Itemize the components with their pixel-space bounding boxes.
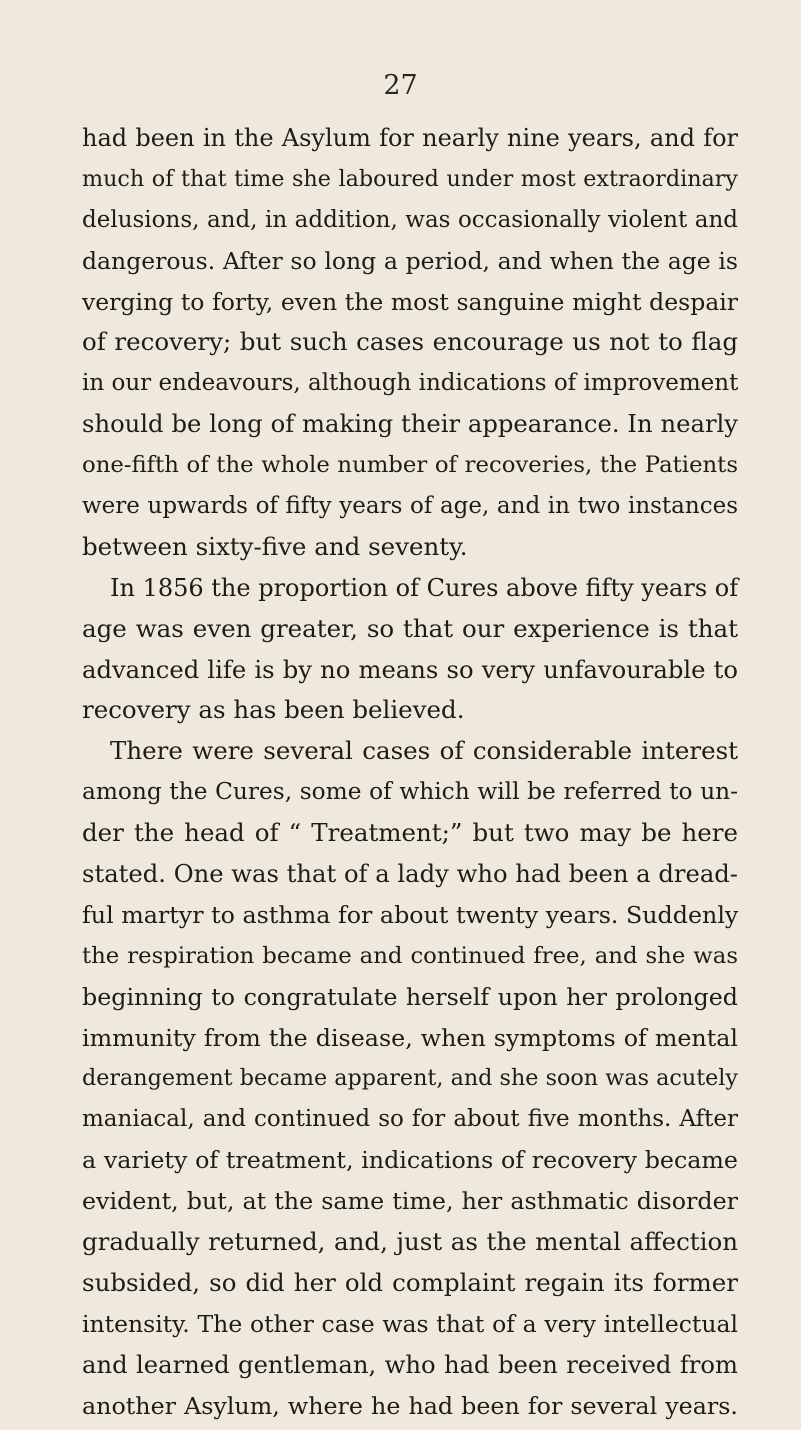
text-line: among the Cures, some of which will be referred to un- [82,778,738,806]
text-line: immunity from the disease, when symptoms of mental [82,1023,738,1052]
text-line: intensity. The other case was that of a very intellectual [82,1309,738,1338]
text-line: delusions, and, in addition, was occasionally violent and [82,206,738,233]
text-line: should be long of making their appearance. In nearly [82,409,738,439]
text-line: In 1856 the proportion of Cures above fifty years of [110,573,739,602]
text-line: of recovery; but such cases encourage us not to flag [82,327,738,357]
text-line: were upwards of fifty years of age, and in two instances [82,493,738,520]
text-line: a variety of treatment, indications of recovery became [82,1146,738,1175]
text-line: evident, but, at the same time, her asthmatic disorder [82,1187,738,1216]
text-line: age was even greater, so that our experience is that [82,613,738,643]
text-line: subsided, so did her old complaint regain its former [82,1267,738,1297]
text-line: ful martyr to asthma for about twenty years. Suddenly [82,900,739,929]
body-text [82,118,738,1427]
text-line: and learned gentleman, who had been received from [82,1349,738,1379]
text-line: between sixty-five and seventy. [82,531,468,561]
text-line: had been in the Asylum for nearly nine years, and for [82,124,738,152]
text-line: in our endeavours, although indications of improvement [82,370,739,397]
text-line: verging to forty, even the most sanguine might despair [82,287,738,316]
text-line: There were several cases of considerable interest [110,736,738,766]
text-line: stated. One was that of a lady who had been a dread- [82,859,738,889]
text-line: one-fifth of the whole number of recoveries, the Patients [82,452,738,479]
text-line: the respiration became and continued free, and she was [82,942,738,969]
text-line: recovery as has been believed. [82,695,465,725]
page-number: 27 [383,70,418,101]
text-line: much of that time she laboured under most extraordinary [82,165,738,192]
text-line: beginning to congratulate herself upon her prolonged [82,982,738,1011]
text-line: derangement became apparent, and she soon was acutely [82,1065,738,1092]
text-line: dangerous. After so long a period, and when the age is [82,246,738,275]
text-line: maniacal, and continued so for about five months. After [82,1106,738,1133]
text-line: another Asylum, where he had been for several years. [82,1391,738,1420]
text-line: der the head of “ Treatment;” but two may be here [82,818,738,848]
text-line: advanced life is by no means so very unfavourable to [82,654,738,684]
text-line: gradually returned, and, just as the mental affection [82,1227,738,1257]
